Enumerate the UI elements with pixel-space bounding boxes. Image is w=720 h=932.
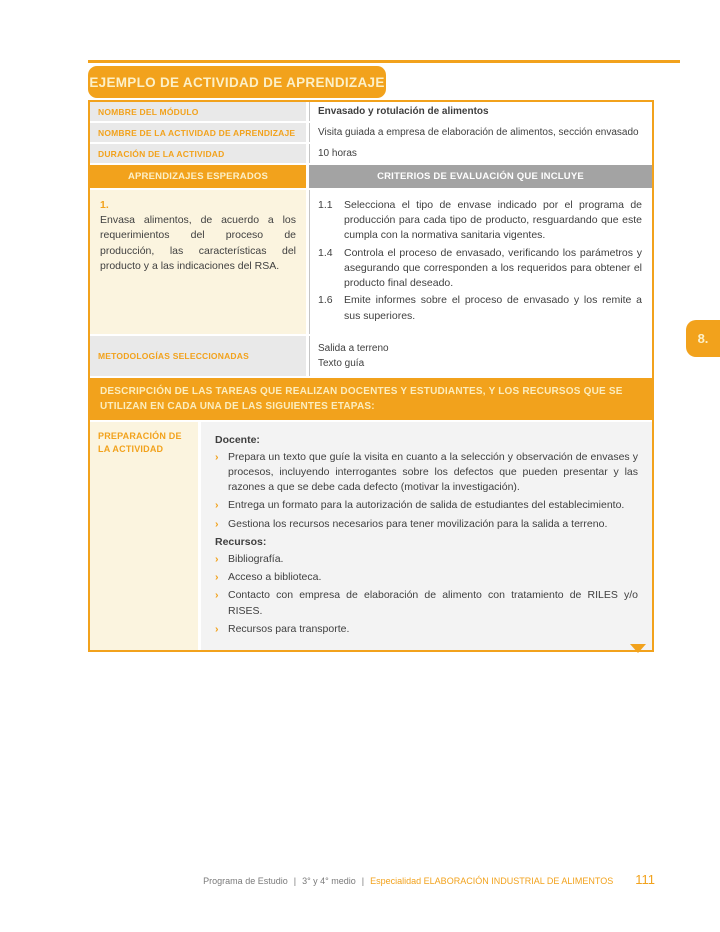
- methodology-item: Salida a terreno: [318, 342, 389, 354]
- criterion-text: Emite informes sobre el proceso de envasado y los remite a sus superiores.: [344, 294, 642, 322]
- footer-program: Programa de Estudio: [203, 876, 288, 886]
- list-item-text: Gestiona los recursos necesarios para tener movilización para la salida a terreno.: [228, 517, 608, 530]
- chevron-bullet-icon: ›: [215, 499, 219, 512]
- criterion-number: 1.6: [318, 294, 333, 307]
- learning-content-row: [90, 190, 652, 334]
- chevron-bullet-icon: ›: [215, 622, 219, 635]
- footer-separator: |: [293, 876, 297, 886]
- footer-separator: |: [361, 876, 365, 886]
- list-item-text: Prepara un texto que guíe la visita en cuanto a la selección y observación de envases y procesos, incluyendo interrogantes sobre los defectos que pueden presentar y las razones a que se debe cada defecto (motivar la investigación).: [228, 450, 638, 494]
- activity-name-value: Visita guiada a empresa de elaboración de alimentos, sección envasado: [309, 123, 652, 142]
- criterion-item: [318, 246, 642, 292]
- criterion-item: [318, 293, 642, 323]
- chapter-side-tab: [686, 320, 720, 357]
- page-number: 111: [635, 872, 655, 887]
- resources-heading: Recursos:: [215, 535, 267, 548]
- preparation-section-row: [90, 422, 652, 650]
- activity-example-title-tab: [88, 66, 386, 98]
- list-item-text: Entrega un formato para la autorización de salida de estudiantes del establecimiento.: [228, 499, 625, 512]
- list-item: [215, 552, 638, 567]
- list-item: [215, 622, 638, 637]
- top-rule-divider: [88, 60, 680, 63]
- list-item-text: Bibliografía.: [228, 552, 284, 565]
- duration-value: 10 horas: [309, 144, 652, 163]
- activity-table: [88, 100, 654, 652]
- teacher-heading: Docente:: [215, 433, 260, 446]
- module-name-label: NOMBRE DEL MÓDULO: [90, 102, 306, 121]
- continuation-arrow-icon: [630, 644, 646, 653]
- methodologies-label: METODOLOGÍAS SELECCIONADAS: [90, 336, 306, 376]
- preparation-content: [201, 422, 652, 650]
- list-item: [215, 570, 638, 585]
- tasks-description-banner: DESCRIPCIÓN DE LAS TAREAS QUE REALIZAN DOCENTES Y ESTUDIANTES, Y LOS RECURSOS QUE SE UTILIZAN EN CADA UNA DE LAS SIGUIENTES ETAPAS:: [90, 378, 652, 420]
- learning-text: Envasa alimentos, de acuerdo a los requerimientos del proceso de producción, las características del producto y a las indicaciones del RSA.: [100, 214, 296, 272]
- duration-label: DURACIÓN DE LA ACTIVIDAD: [90, 144, 306, 163]
- methodologies-values: [309, 336, 652, 376]
- list-item-text: Acceso a biblioteca.: [228, 571, 322, 584]
- list-item: [215, 498, 638, 513]
- learning-number: 1.: [100, 199, 109, 211]
- table-row: [90, 102, 652, 121]
- list-item-text: Recursos para transporte.: [228, 622, 350, 635]
- list-item-text: Contacto con empresa de elaboración de alimento con tratamiento de RILES y/o RISES.: [228, 589, 638, 617]
- preparation-label: PREPARACIÓN DE LA ACTIVIDAD: [90, 422, 198, 650]
- list-item: [215, 450, 638, 496]
- methodologies-row: [90, 336, 652, 376]
- list-item: [215, 517, 638, 532]
- criterion-text: Selecciona el tipo de envase indicado por el programa de producción para cada tipo de producto, resguardando que este cumpla con la normativa sanitaria vigentes.: [344, 199, 642, 242]
- chevron-bullet-icon: ›: [215, 517, 219, 530]
- evaluation-criteria-header: CRITERIOS DE EVALUACIÓN QUE INCLUYE: [309, 165, 652, 188]
- criterion-text: Controla el proceso de envasado, verificando los parámetros y asegurando que corresponden a los requeridos para obtener el producto final deseado.: [344, 246, 642, 290]
- methodology-item: Texto guía: [318, 357, 365, 369]
- evaluation-criteria-cell: [309, 190, 652, 334]
- expected-learnings-header: APRENDIZAJES ESPERADOS: [90, 165, 306, 188]
- activity-example-title: EJEMPLO DE ACTIVIDAD DE APRENDIZAJE: [89, 74, 385, 90]
- chevron-bullet-icon: ›: [215, 450, 219, 463]
- list-item: [215, 588, 638, 618]
- footer-specialty: Especialidad ELABORACIÓN INDUSTRIAL DE ALIMENTOS: [370, 876, 614, 886]
- footer-grade: 3° y 4° medio: [302, 876, 356, 886]
- criterion-number: 1.1: [318, 199, 333, 211]
- table-row: [90, 144, 652, 163]
- criterion-item: [318, 198, 642, 244]
- chevron-bullet-icon: ›: [215, 589, 219, 602]
- criterion-number: 1.4: [318, 246, 333, 259]
- activity-name-label: NOMBRE DE LA ACTIVIDAD DE APRENDIZAJE: [90, 123, 306, 142]
- chapter-number: 8.: [697, 331, 709, 346]
- chevron-bullet-icon: ›: [215, 571, 219, 584]
- table-row: [90, 123, 652, 142]
- column-headers-row: [90, 165, 652, 188]
- page-footer: [88, 872, 655, 887]
- module-name-value: Envasado y rotulación de alimentos: [309, 102, 652, 121]
- chevron-bullet-icon: ›: [215, 552, 219, 565]
- expected-learning-cell: [90, 190, 306, 334]
